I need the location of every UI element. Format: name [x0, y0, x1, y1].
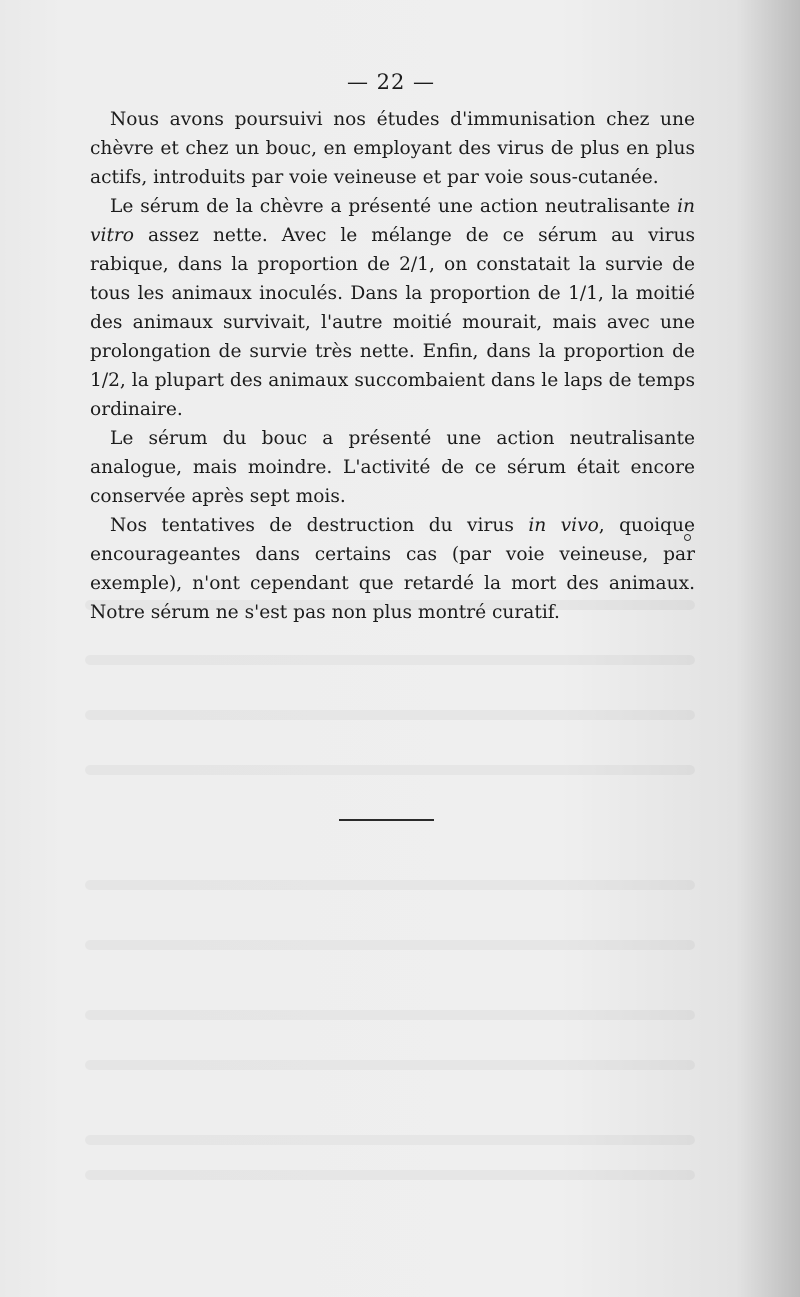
- ink-speck: [684, 534, 691, 541]
- paragraph-text: Le sérum de la chèvre a présenté une action neutralisante: [110, 196, 678, 217]
- bleed-through-mark: [85, 940, 695, 950]
- paragraph: [90, 511, 695, 627]
- bleed-through-mark: [85, 655, 695, 665]
- bleed-through-mark: [85, 1010, 695, 1020]
- bleed-through-mark: [85, 1170, 695, 1180]
- body-text: [90, 105, 695, 627]
- bleed-through-mark: [85, 880, 695, 890]
- paragraph-text: , quoique encourageantes dans certains cas (par voie veineuse, par exemple), n'ont cependant que retardé la mort des animaux. Notre sérum ne s'est pas non plus montré curatif.: [90, 515, 696, 623]
- bleed-through-mark: [85, 1060, 695, 1070]
- italic-term: in vitro: [90, 196, 695, 246]
- bleed-through-mark: [85, 1135, 695, 1145]
- paragraph: [90, 105, 695, 192]
- paragraph-text: assez nette. Avec le mélange de ce sérum au virus rabique, dans la proportion de 2/1, on constatait la survie de tous les animaux inoculés. Dans la proportion de 1/1, la moitié des animaux survivait, l'autre moitié mourait, mais avec une prolongation de survie très nette. Enfin, dans la proportion de 1/2, la plupart des animaux succombaient dans le laps de temps ordinaire.: [90, 225, 695, 420]
- paragraph-text: Le sérum du bouc a présenté une action neutralisante analogue, mais moindre. L'activité de ce sérum était encore conservée après sept mois.: [90, 428, 695, 507]
- section-divider: [339, 819, 434, 821]
- paragraph: [90, 192, 695, 424]
- bleed-through-mark: [85, 765, 695, 775]
- bleed-through-mark: [85, 710, 695, 720]
- paragraph-text: Nous avons poursuivi nos études d'immunisation chez une chèvre et chez un bouc, en employant des virus de plus en plus actifs, introduits par voie veineuse et par voie sous-cutanée.: [90, 109, 695, 188]
- paragraph-text: Nos tentatives de destruction du virus: [110, 515, 529, 536]
- page-number: — 22 —: [346, 70, 436, 94]
- italic-term: in vivo: [528, 515, 599, 536]
- paragraph: [90, 424, 695, 511]
